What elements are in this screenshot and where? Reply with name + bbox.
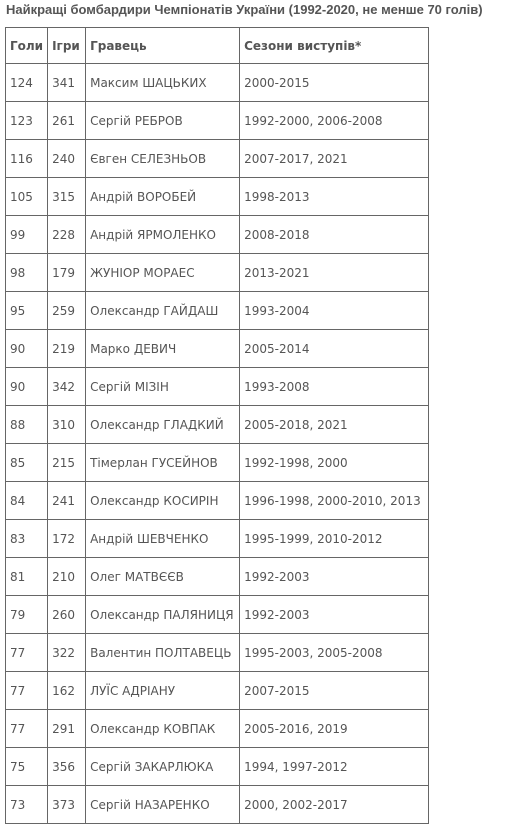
cell-goals: 99 [6, 216, 48, 254]
page-title: Найкращі бомбардири Чемпіонатів України (1992-2020, не менше 70 голів) [6, 2, 483, 17]
cell-seasons: 2005-2016, 2019 [240, 710, 429, 748]
cell-games: 215 [48, 444, 86, 482]
header-games: Ігри [48, 28, 86, 64]
cell-goals: 124 [6, 64, 48, 102]
cell-games: 259 [48, 292, 86, 330]
cell-player: Сергій НАЗАРЕНКО [86, 786, 240, 824]
cell-goals: 123 [6, 102, 48, 140]
cell-player: Олександр КОСИРІН [86, 482, 240, 520]
cell-seasons: 1994, 1997-2012 [240, 748, 429, 786]
cell-games: 356 [48, 748, 86, 786]
cell-player: Олександр КОВПАК [86, 710, 240, 748]
header-seasons: Сезони виступів* [240, 28, 429, 64]
cell-games: 172 [48, 520, 86, 558]
cell-player: Сергій ЗАКАРЛЮКА [86, 748, 240, 786]
cell-goals: 77 [6, 672, 48, 710]
cell-seasons: 2013-2021 [240, 254, 429, 292]
header-player: Гравець [86, 28, 240, 64]
cell-player: Валентин ПОЛТАВЕЦЬ [86, 634, 240, 672]
cell-seasons: 1992-2003 [240, 558, 429, 596]
cell-player: Марко ДЕВИЧ [86, 330, 240, 368]
cell-seasons: 1995-2003, 2005-2008 [240, 634, 429, 672]
cell-player: Тімерлан ГУСЕЙНОВ [86, 444, 240, 482]
table-row [6, 748, 429, 786]
cell-games: 322 [48, 634, 86, 672]
cell-seasons: 2008-2018 [240, 216, 429, 254]
cell-goals: 95 [6, 292, 48, 330]
cell-goals: 88 [6, 406, 48, 444]
cell-seasons: 1993-2004 [240, 292, 429, 330]
cell-goals: 98 [6, 254, 48, 292]
cell-seasons: 2007-2017, 2021 [240, 140, 429, 178]
cell-goals: 90 [6, 330, 48, 368]
table-row [6, 102, 429, 140]
cell-goals: 73 [6, 786, 48, 824]
table-row [6, 710, 429, 748]
cell-goals: 105 [6, 178, 48, 216]
table-row [6, 140, 429, 178]
cell-games: 228 [48, 216, 86, 254]
table-header-row [6, 28, 429, 64]
table-row [6, 292, 429, 330]
cell-player: Сергій РЕБРОВ [86, 102, 240, 140]
cell-games: 342 [48, 368, 86, 406]
cell-goals: 77 [6, 634, 48, 672]
table-row [6, 216, 429, 254]
cell-seasons: 2005-2014 [240, 330, 429, 368]
cell-seasons: 2005-2018, 2021 [240, 406, 429, 444]
cell-seasons: 1992-2000, 2006-2008 [240, 102, 429, 140]
cell-games: 291 [48, 710, 86, 748]
cell-player: Олександр ПАЛЯНИЦЯ [86, 596, 240, 634]
cell-seasons: 2007-2015 [240, 672, 429, 710]
table-row [6, 444, 429, 482]
cell-player: Євген СЕЛЕЗНЬОВ [86, 140, 240, 178]
scorers-table [5, 27, 429, 824]
cell-games: 162 [48, 672, 86, 710]
table-row [6, 596, 429, 634]
cell-player: Олег МАТВЄЄВ [86, 558, 240, 596]
cell-player: Андрій ВОРОБЕЙ [86, 178, 240, 216]
cell-seasons: 1996-1998, 2000-2010, 2013 [240, 482, 429, 520]
table-row [6, 254, 429, 292]
cell-games: 179 [48, 254, 86, 292]
cell-goals: 79 [6, 596, 48, 634]
cell-goals: 77 [6, 710, 48, 748]
cell-seasons: 1995-1999, 2010-2012 [240, 520, 429, 558]
cell-games: 373 [48, 786, 86, 824]
cell-seasons: 1998-2013 [240, 178, 429, 216]
cell-goals: 85 [6, 444, 48, 482]
cell-games: 341 [48, 64, 86, 102]
table-body [6, 64, 429, 824]
table-row [6, 672, 429, 710]
cell-player: Максим ШАЦЬКИХ [86, 64, 240, 102]
cell-goals: 90 [6, 368, 48, 406]
cell-goals: 84 [6, 482, 48, 520]
table-row [6, 178, 429, 216]
cell-goals: 81 [6, 558, 48, 596]
table-row [6, 786, 429, 824]
cell-seasons: 1992-1998, 2000 [240, 444, 429, 482]
cell-seasons: 1993-2008 [240, 368, 429, 406]
table-row [6, 64, 429, 102]
table-row [6, 520, 429, 558]
cell-player: Андрій ШЕВЧЕНКО [86, 520, 240, 558]
table-row [6, 330, 429, 368]
cell-player: ЛУЇС АДРІАНУ [86, 672, 240, 710]
cell-games: 240 [48, 140, 86, 178]
cell-seasons: 1992-2003 [240, 596, 429, 634]
cell-games: 310 [48, 406, 86, 444]
table-row [6, 406, 429, 444]
header-goals: Голи [6, 28, 48, 64]
cell-games: 210 [48, 558, 86, 596]
cell-games: 219 [48, 330, 86, 368]
cell-seasons: 2000-2015 [240, 64, 429, 102]
cell-player: Олександр ГАЙДАШ [86, 292, 240, 330]
cell-games: 261 [48, 102, 86, 140]
table-row [6, 482, 429, 520]
cell-player: ЖУНІОР МОРАЕС [86, 254, 240, 292]
cell-player: Андрій ЯРМОЛЕНКО [86, 216, 240, 254]
cell-player: Олександр ГЛАДКИЙ [86, 406, 240, 444]
cell-goals: 116 [6, 140, 48, 178]
cell-player: Сергій МІЗІН [86, 368, 240, 406]
cell-games: 260 [48, 596, 86, 634]
table-row [6, 634, 429, 672]
cell-seasons: 2000, 2002-2017 [240, 786, 429, 824]
table-row [6, 368, 429, 406]
cell-games: 315 [48, 178, 86, 216]
cell-games: 241 [48, 482, 86, 520]
cell-goals: 75 [6, 748, 48, 786]
cell-goals: 83 [6, 520, 48, 558]
table-row [6, 558, 429, 596]
